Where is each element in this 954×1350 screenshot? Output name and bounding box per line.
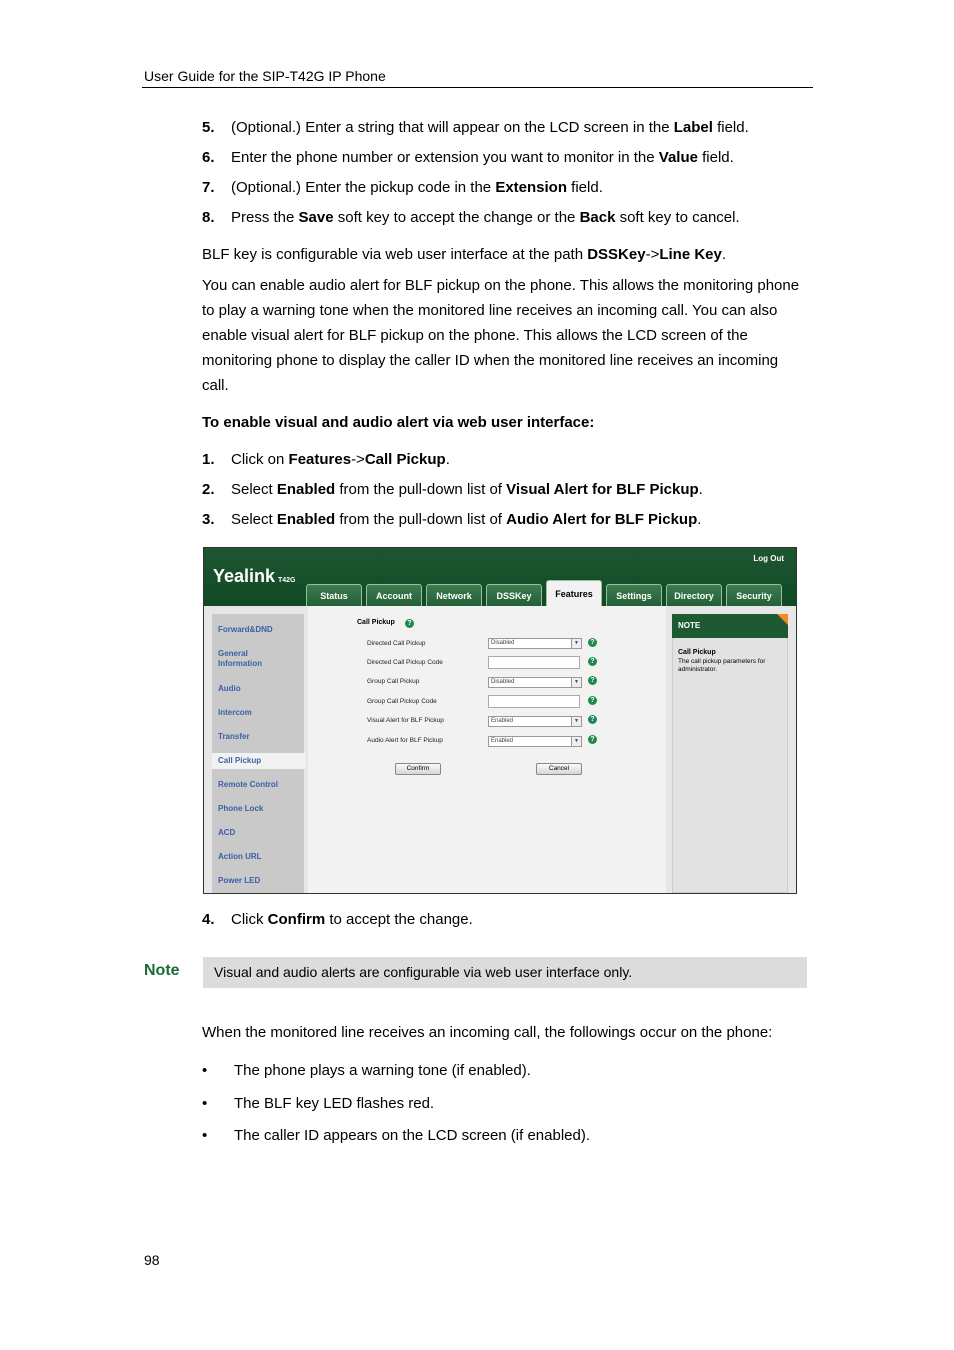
chevron-down-icon: ▼ bbox=[571, 737, 581, 746]
select-audio-alert[interactable]: Enabled ▼ bbox=[488, 736, 582, 747]
select-visual-alert[interactable]: Enabled ▼ bbox=[488, 716, 582, 727]
list-item: • The BLF key LED flashes red. bbox=[202, 1095, 435, 1112]
field-label-directed-call-pickup: Directed Call Pickup bbox=[367, 640, 426, 647]
step-7: 7. (Optional.) Enter the pickup code in the Extension field. bbox=[202, 179, 603, 196]
step-3: 3. Select Enabled from the pull-down list of Audio Alert for BLF Pickup. bbox=[202, 511, 702, 528]
sidebar-item-remote-control[interactable]: Remote Control bbox=[218, 780, 278, 789]
step-4: 4. Click Confirm to accept the change. bbox=[202, 911, 473, 928]
select-directed-call-pickup[interactable]: Disabled ▼ bbox=[488, 638, 582, 649]
corner-flag-icon bbox=[777, 614, 788, 625]
tab-security[interactable]: Security bbox=[726, 584, 782, 606]
help-icon[interactable]: ? bbox=[588, 676, 597, 685]
note-label: Note bbox=[144, 962, 180, 979]
note-text: Visual and audio alerts are configurable via web user interface only. bbox=[214, 964, 633, 980]
web-ui-screenshot bbox=[203, 547, 797, 894]
field-label-visual-alert: Visual Alert for BLF Pickup bbox=[367, 717, 444, 724]
bullet-icon: • bbox=[202, 1127, 208, 1144]
help-icon[interactable]: ? bbox=[588, 696, 597, 705]
tab-features[interactable]: Features bbox=[546, 580, 602, 606]
sidebar-item-general-information[interactable]: General Information bbox=[218, 649, 262, 668]
tab-status[interactable]: Status bbox=[306, 584, 362, 606]
bullet-icon: • bbox=[202, 1062, 208, 1079]
help-icon[interactable]: ? bbox=[588, 715, 597, 724]
tab-dsskey[interactable]: DSSKey bbox=[486, 584, 542, 606]
audio-alert-paragraph: You can enable audio alert for BLF pickup on the phone. This allows the monitoring phone to play a warning tone when the monitored line receives an incoming call. You can also enable visual alert for BLF pickup on the phone. This allows the LCD screen of the monitoring phone to display the caller ID when the monitored line receives an incoming call. bbox=[202, 277, 800, 394]
model-label: T42G bbox=[278, 577, 296, 584]
page-number: 98 bbox=[144, 1252, 160, 1268]
note-panel-header: NOTE bbox=[672, 614, 788, 638]
note-panel-body: The call pickup parameters for administrator. bbox=[678, 658, 766, 673]
sidebar-item-action-url[interactable]: Action URL bbox=[218, 852, 262, 861]
sidebar-item-intercom[interactable]: Intercom bbox=[218, 708, 252, 717]
sidebar-item-power-led[interactable]: Power LED bbox=[218, 876, 261, 885]
sidebar-item-forward-dnd[interactable]: Forward&DND bbox=[218, 625, 273, 634]
chevron-down-icon: ▼ bbox=[571, 717, 581, 726]
yealink-logo: Yealink bbox=[213, 566, 276, 586]
help-icon[interactable]: ? bbox=[588, 638, 597, 647]
step-1: 1. Click on Features->Call Pickup. bbox=[202, 451, 450, 468]
sidebar-item-call-pickup[interactable]: Call Pickup bbox=[212, 753, 306, 769]
sidebar-item-acd[interactable]: ACD bbox=[218, 828, 236, 837]
field-label-group-call-pickup: Group Call Pickup bbox=[367, 678, 420, 685]
sidebar-item-audio[interactable]: Audio bbox=[218, 684, 241, 693]
select-group-call-pickup[interactable]: Disabled ▼ bbox=[488, 677, 582, 688]
step-5: 5. (Optional.) Enter a string that will appear on the LCD screen in the Label field. bbox=[202, 119, 749, 136]
tab-settings[interactable]: Settings bbox=[606, 584, 662, 606]
chevron-down-icon: ▼ bbox=[571, 639, 581, 648]
running-header: User Guide for the SIP-T42G IP Phone bbox=[144, 68, 386, 84]
list-item: • The caller ID appears on the LCD screen (if enabled). bbox=[202, 1127, 591, 1144]
list-item: • The phone plays a warning tone (if enabled). bbox=[202, 1062, 531, 1079]
field-label-directed-call-pickup-code: Directed Call Pickup Code bbox=[367, 659, 443, 666]
chevron-down-icon: ▼ bbox=[571, 678, 581, 687]
field-label-group-call-pickup-code: Group Call Pickup Code bbox=[367, 698, 437, 705]
tab-network[interactable]: Network bbox=[426, 584, 482, 606]
blf-path-paragraph: BLF key is configurable via web user interface at the path DSSKey->Line Key. bbox=[202, 246, 727, 263]
tab-directory[interactable]: Directory bbox=[666, 584, 722, 606]
field-label-audio-alert: Audio Alert for BLF Pickup bbox=[367, 737, 443, 744]
web-ui-main-panel bbox=[308, 606, 666, 893]
cancel-button[interactable]: Cancel bbox=[536, 763, 582, 775]
note-panel-title: Call Pickup bbox=[678, 649, 716, 656]
step-6: 6. Enter the phone number or extension you want to monitor in the Value field. bbox=[202, 149, 734, 166]
help-icon[interactable]: ? bbox=[405, 619, 414, 628]
sidebar-item-phone-lock[interactable]: Phone Lock bbox=[218, 804, 264, 813]
procedure-title: To enable visual and audio alert via web user interface: bbox=[202, 414, 595, 431]
confirm-button[interactable]: Confirm bbox=[395, 763, 441, 775]
step-8: 8. Press the Save soft key to accept the change or the Back soft key to cancel. bbox=[202, 209, 740, 226]
web-ui-topbar bbox=[204, 548, 796, 606]
help-icon[interactable]: ? bbox=[588, 735, 597, 744]
header-rule bbox=[142, 87, 813, 88]
tab-account[interactable]: Account bbox=[366, 584, 422, 606]
logout-link[interactable]: Log Out bbox=[753, 554, 784, 563]
sidebar-item-transfer[interactable]: Transfer bbox=[218, 732, 250, 741]
occur-paragraph: When the monitored line receives an incoming call, the followings occur on the phone: bbox=[202, 1024, 773, 1041]
input-directed-call-pickup-code[interactable] bbox=[488, 656, 580, 669]
input-group-call-pickup-code[interactable] bbox=[488, 695, 580, 708]
step-2: 2. Select Enabled from the pull-down list of Visual Alert for BLF Pickup. bbox=[202, 481, 703, 498]
help-icon[interactable]: ? bbox=[588, 657, 597, 666]
section-title: Call Pickup bbox=[357, 619, 395, 626]
bullet-icon: • bbox=[202, 1095, 208, 1112]
